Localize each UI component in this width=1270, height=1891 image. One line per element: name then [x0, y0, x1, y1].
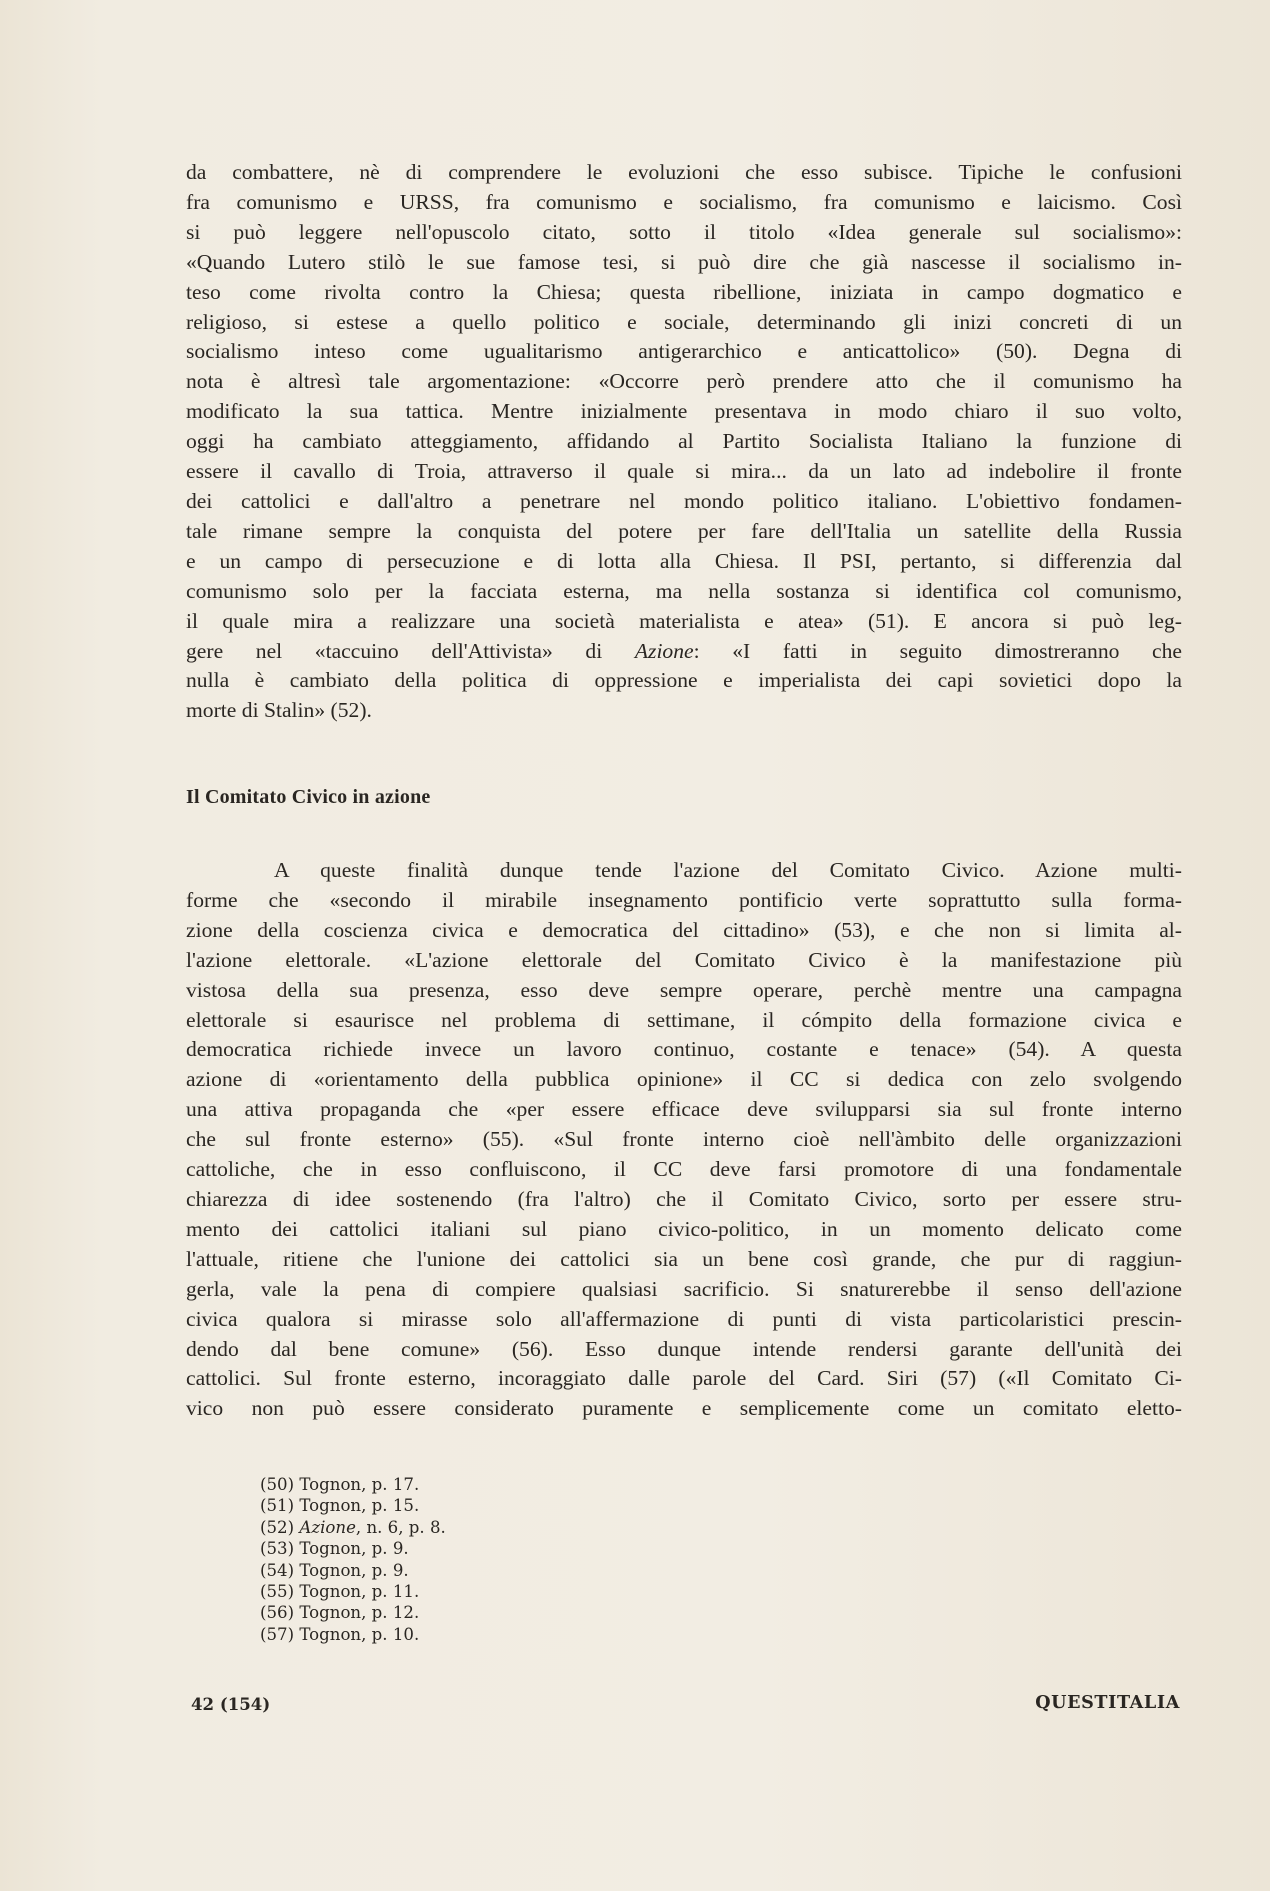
text-line: dendo dal bene comune» (56). Esso dunque intende rendersi garante dell'unità dei	[186, 1336, 1182, 1361]
paragraph-2-text	[186, 856, 1182, 1424]
footnote	[260, 1602, 446, 1623]
text-line: mento dei cattolici italiani sul piano civico-politico, in un momento delicato come	[186, 1216, 1182, 1241]
text-line: teso come rivolta contro la Chiesa; questa ribellione, iniziata in campo dogmatico e	[186, 279, 1182, 304]
footnote-number: (55)	[260, 1582, 295, 1602]
text-segment: gere nel «taccuino dell'Attivista» di	[186, 638, 635, 663]
footnote	[260, 1560, 446, 1581]
footnote-number: (56)	[260, 1603, 295, 1623]
footnote-text: , n. 6, p. 8.	[355, 1517, 446, 1537]
section-heading: Il Comitato Civico in azione	[186, 786, 431, 808]
page-number: 42 (154)	[191, 1694, 271, 1714]
text-line: dei cattolici e dall'altro a penetrare nel mondo politico italiano. L'obiettivo fondamen-	[186, 488, 1182, 513]
paragraph-1	[186, 158, 1182, 726]
footnote-text: Tognon, p. 9.	[299, 1560, 409, 1580]
text-line: zione della coscienza civica e democratica del cittadino» (53), e che non si limita al-	[186, 917, 1182, 942]
text-line: nota è altresì tale argomentazione: «Occorre però prendere atto che il comunismo ha	[186, 369, 1182, 394]
text-line: cattolici. Sul fronte esterno, incoraggiato dalle parole del Card. Siri (57) («Il Comitato Ci-	[186, 1366, 1182, 1391]
footnote-number: (50)	[260, 1475, 295, 1494]
text-line: una attiva propaganda che «per essere efficace deve svilupparsi sia sul fronte interno	[186, 1097, 1182, 1122]
footnotes	[260, 1474, 446, 1645]
footnote-text: Tognon, p. 17.	[299, 1475, 420, 1494]
text-line: chiarezza di idee sostenendo (fra l'altro) che il Comitato Civico, sorto per essere stru-	[186, 1186, 1182, 1211]
text-line: che sul fronte esterno» (55). «Sul fronte interno cioè nell'àmbito delle organizzazioni	[186, 1127, 1182, 1152]
footnote	[260, 1624, 446, 1645]
text-line: fra comunismo e URSS, fra comunismo e socialismo, fra comunismo e laicismo. Così	[186, 189, 1182, 214]
paragraph-2	[186, 856, 1182, 1424]
footnote-number: (52)	[260, 1517, 295, 1537]
journal-name: QUESTITALIA	[1035, 1692, 1180, 1713]
paragraph-1-text	[186, 158, 1182, 726]
text-line: socialismo inteso come ugualitarismo antigerarchico e anticattolico» (50). Degna di	[186, 339, 1182, 364]
footnote-text: Tognon, p. 12.	[299, 1603, 420, 1623]
footnote-number: (54)	[260, 1560, 295, 1580]
footnote	[260, 1581, 446, 1602]
footnote	[260, 1538, 446, 1559]
footnote-number: (57)	[260, 1624, 295, 1644]
text-line: da combattere, nè di comprendere le evoluzioni che esso subisce. Tipiche le confusioni	[186, 160, 1182, 184]
footnote-italic-title: Azione	[299, 1517, 356, 1537]
italic-title: Azione	[634, 638, 694, 663]
footnote	[260, 1517, 446, 1538]
text-line: democratica richiede invece un lavoro continuo, costante e tenace» (54). A questa	[186, 1037, 1182, 1062]
text-line-with-italic	[186, 637, 1182, 667]
footnote-text: Tognon, p. 10.	[299, 1624, 420, 1644]
text-line: vistosa della sua presenza, esso deve sempre operare, perchè mentre una campagna	[186, 977, 1182, 1002]
text-line: A queste finalità dunque tende l'azione del Comitato Civico. Azione multi-	[274, 858, 1182, 882]
text-line: essere il cavallo di Troia, attraverso il quale si mira... da un lato ad indebolire il fronte	[186, 459, 1182, 484]
text-line: elettorale si esaurisce nel problema di settimane, il cómpito della formazione civica e	[186, 1007, 1182, 1032]
text-segment: : «I fatti in seguito dimostreranno che	[693, 638, 1182, 663]
footnote	[260, 1495, 446, 1516]
text-line: gerla, vale la pena di compiere qualsiasi sacrificio. Si snaturerebbe il senso dell'azione	[186, 1276, 1182, 1301]
text-line: «Quando Lutero stilò le sue famose tesi, si può dire che già nascesse il socialismo in-	[186, 249, 1182, 274]
text-line: civica qualora si mirasse solo all'affermazione di punti di vista particolaristici prescin-	[186, 1306, 1182, 1331]
text-line: l'azione elettorale. «L'azione elettorale del Comitato Civico è la manifestazione più	[186, 947, 1182, 972]
footnote-text: Tognon, p. 15.	[299, 1496, 420, 1516]
footnote-number: (51)	[260, 1496, 295, 1516]
footnote	[260, 1474, 446, 1495]
text-line: comunismo solo per la facciata esterna, ma nella sostanza si identifica col comunismo,	[186, 578, 1182, 603]
text-line: vico non può essere considerato puramente e semplicemente come un comitato eletto-	[186, 1396, 1182, 1421]
footnote-number: (53)	[260, 1539, 295, 1559]
text-line: oggi ha cambiato atteggiamento, affidando al Partito Socialista Italiano la funzione di	[186, 429, 1182, 454]
text-line: il quale mira a realizzare una società materialista e atea» (51). E ancora si può leg-	[186, 608, 1182, 633]
text-line: modificato la sua tattica. Mentre inizialmente presentava in modo chiaro il suo volto,	[186, 399, 1182, 424]
footnote-text: Tognon, p. 9.	[299, 1539, 409, 1559]
text-line: nulla è cambiato della politica di oppressione e imperialista dei capi sovietici dopo la	[186, 668, 1182, 693]
text-line: si può leggere nell'opuscolo citato, sotto il titolo «Idea generale sul socialismo»:	[186, 219, 1182, 244]
text-line: azione di «orientamento della pubblica opinione» il CC si dedica con zelo svolgendo	[186, 1067, 1182, 1092]
text-line: forme che «secondo il mirabile insegnamento pontificio verte soprattutto sulla forma-	[186, 887, 1182, 912]
footnote-text: Tognon, p. 11.	[299, 1582, 420, 1602]
text-line: e un campo di persecuzione e di lotta alla Chiesa. Il PSI, pertanto, si differenzia dal	[186, 548, 1182, 573]
text-line: cattoliche, che in esso confluiscono, il CC deve farsi promotore di una fondamentale	[186, 1157, 1182, 1182]
text-line: morte di Stalin» (52).	[186, 698, 372, 723]
text-line: l'attuale, ritiene che l'unione dei cattolici sia un bene così grande, che pur di raggiun-	[186, 1246, 1182, 1271]
text-line: tale rimane sempre la conquista del potere per fare dell'Italia un satellite della Russia	[186, 518, 1182, 543]
text-line: religioso, si estese a quello politico e sociale, determinando gli inizi concreti di un	[186, 309, 1182, 334]
